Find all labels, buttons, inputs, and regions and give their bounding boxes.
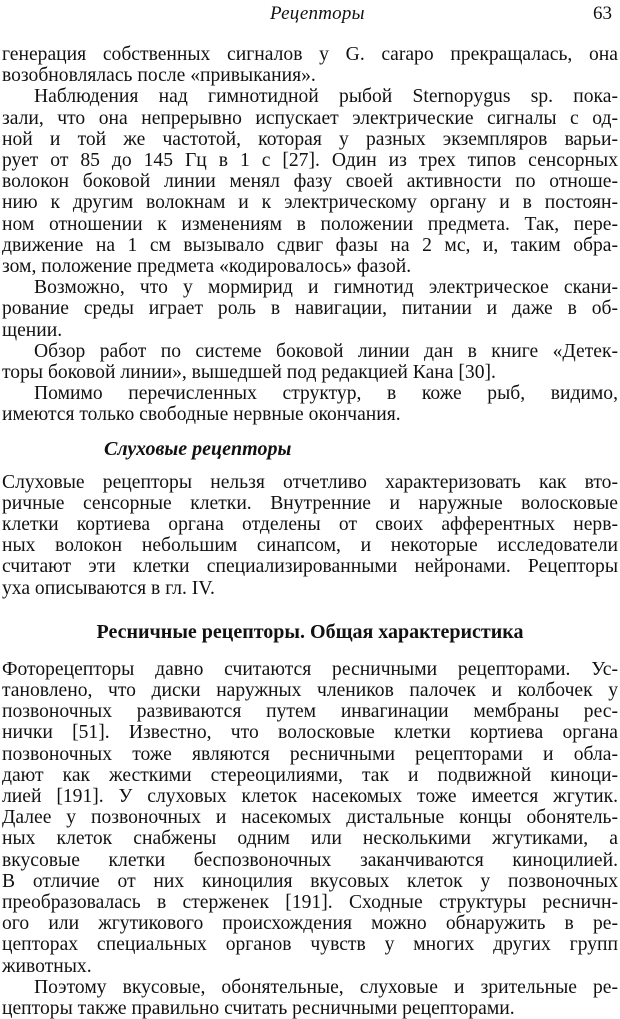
text-line: Фоторецепторы давно считаются ресничными рецепторами. Ус- bbox=[2, 658, 618, 680]
text-line: позвоночных тоже являются ресничными рецепторами и обла- bbox=[2, 743, 618, 765]
text-line: волокон боковой линии менял фазу своей активности по отноше- bbox=[2, 171, 618, 193]
text-line: нички [51]. Известно, что волосковые клетки кортиева органа bbox=[2, 722, 618, 744]
text-line: возобновлялась после «привыкания». bbox=[2, 65, 316, 87]
text-line: Слуховые рецепторы нельзя отчетливо характеризовать как вто- bbox=[2, 471, 618, 493]
text-line: Далее у позвоночных и насекомых дистальные концы обонятель- bbox=[2, 807, 618, 829]
text-line: зали, что она непрерывно испускает электрические сигналы с од- bbox=[2, 107, 618, 129]
text-line: Наблюдения над гимнотидной рыбой Sternopygus sp. пока- bbox=[34, 86, 618, 108]
text-line: животных. bbox=[2, 955, 92, 977]
text-line: ных клеток снабжены одним или несколькими жгутиками, а bbox=[2, 828, 618, 850]
running-title: Рецепторы bbox=[270, 3, 365, 24]
text-line: преобразовалась в стерженек [191]. Сходные структуры ресничн- bbox=[2, 892, 618, 913]
text-line: лией [191]. У слуховых клеток насекомых тоже имеется жгутик. bbox=[2, 786, 618, 807]
text-line: имеются только свободные нервные окончания. bbox=[2, 404, 401, 426]
text-line: Помимо перечисленных структур, в коже рыб, видимо, bbox=[34, 383, 618, 405]
text-line: цепторы также правильно считать ресничными рецепторами. bbox=[2, 998, 515, 1019]
text-line: рует от 85 до 145 Гц в 1 с [27]. Один из трех типов сенсорных bbox=[2, 150, 618, 171]
text-line: щении. bbox=[2, 319, 63, 341]
text-line: позвоночных развиваются путем инвагинации мембраны рес- bbox=[2, 701, 618, 723]
section-heading: Ресничные рецепторы. Общая характеристика bbox=[96, 620, 524, 643]
text-line: торы боковой линии», вышедшей под редакцией Кана [30]. bbox=[2, 362, 496, 383]
text-line: уха описываются в гл. IV. bbox=[2, 577, 215, 599]
text-line: дают как жесткими стереоцилиями, так и подвижной киноци- bbox=[2, 764, 618, 786]
text-line: зом, положение предмета «кодировалось» фазой. bbox=[2, 256, 412, 277]
text-line: ричные сенсорные клетки. Внутренние и наружные волосковые bbox=[2, 492, 618, 514]
text-line: тановлено, что диски наружных члеников палочек и колбочек у bbox=[2, 680, 618, 701]
text-line: рование среды играет роль в навигации, питании и даже в об- bbox=[2, 298, 618, 320]
page-header bbox=[0, 0, 620, 28]
section-heading: Слуховые рецепторы bbox=[104, 437, 292, 460]
text-line: Возможно, что у мормирид и гимнотид электрическое скани- bbox=[34, 277, 618, 299]
text-line: В отличие от них киноцилия вкусовых клеток у позвоночных bbox=[2, 870, 618, 892]
text-line: генерация собственных сигналов у G. carapo прекращалась, она bbox=[2, 44, 618, 65]
text-line: ого или жгутикового происхождения можно обнаружить в ре- bbox=[2, 913, 618, 935]
text-line: считают эти клетки специализированными нейронами. Рецепторы bbox=[2, 556, 618, 578]
text-line: Обзор работ по системе боковой линии дан в книге «Детек- bbox=[34, 340, 618, 362]
text-line: ных волокон небольшим синапсом, и некоторые исследователи bbox=[2, 535, 618, 557]
text-line: движение на 1 см вызывало сдвиг фазы на 2 мс, и, таким обра- bbox=[2, 234, 618, 256]
text-line: вкусовые клетки беспозвоночных заканчиваются киноцилией. bbox=[2, 849, 618, 871]
text-line: Поэтому вкусовые, обонятельные, слуховые и зрительные ре- bbox=[34, 976, 618, 998]
text-line: нию к другим волокнам и к электрическому органу и в постоян- bbox=[2, 192, 618, 214]
text-line: ной и той же частотой, которая у разных экземпляров варьи- bbox=[2, 128, 618, 150]
text-line: клетки кортиева органа отделены от своих афферентных нерв- bbox=[2, 514, 618, 535]
text-line: цепторах специальных органов чувств у многих других групп bbox=[2, 934, 618, 956]
page-number: 63 bbox=[593, 3, 612, 24]
text-line: ном отношении к изменениям в положении предмета. Так, пере- bbox=[2, 213, 618, 235]
